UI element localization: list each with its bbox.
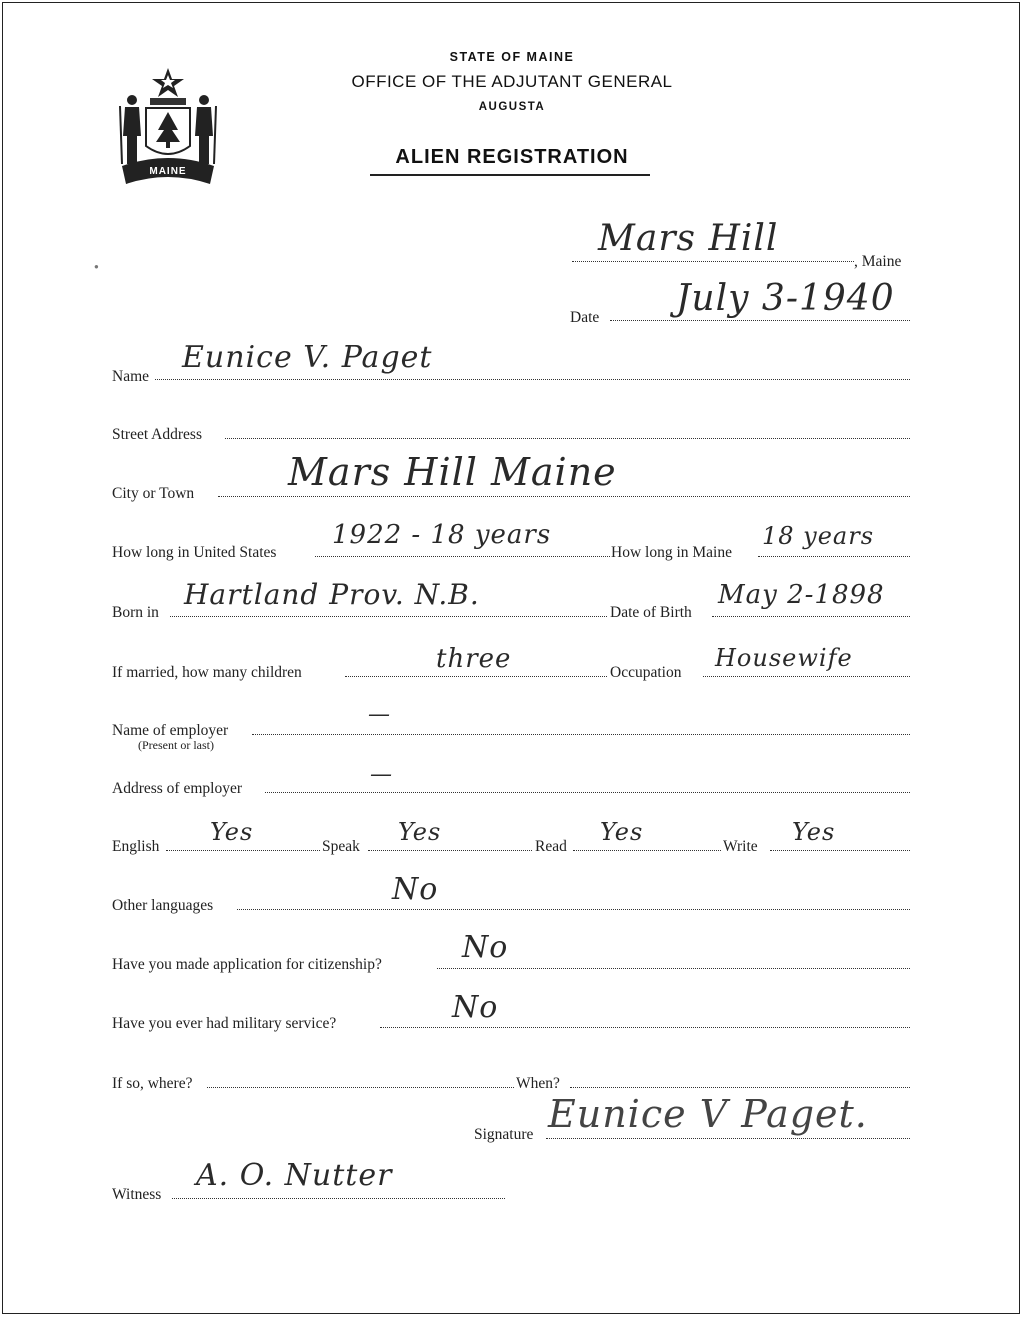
name-label: Name [112, 368, 150, 385]
signature-label: Signature [474, 1126, 534, 1143]
citizenship-label: Have you made application for citizenship? [112, 956, 382, 973]
speak-label: Speak [322, 838, 360, 855]
header-state: STATE OF MAINE [449, 50, 575, 64]
employer-address-entry: — [370, 762, 393, 787]
date-dots [610, 320, 910, 321]
form-title: ALIEN REGISTRATION [395, 146, 629, 168]
header-office: OFFICE OF THE ADJUTANT GENERAL [351, 72, 673, 91]
read-dots [573, 850, 721, 851]
dob-entry: May 2-1898 [718, 580, 885, 610]
how-long-us-dots [315, 556, 610, 557]
english-dots [166, 850, 320, 851]
how-long-us-entry: 1922 - 18 years [332, 520, 552, 550]
city-entry: Mars Hill Maine [288, 450, 617, 494]
how-long-maine-label: How long in Maine [611, 544, 732, 561]
employer-dots [252, 734, 910, 735]
write-label: Write [723, 838, 758, 855]
citizenship-entry: No [462, 930, 509, 965]
citizenship-dots [437, 968, 910, 969]
other-languages-entry: No [392, 872, 439, 907]
signature-dots [546, 1138, 910, 1139]
born-in-label: Born in [112, 604, 159, 621]
witness-entry: A. O. Nutter [196, 1158, 393, 1193]
dob-dots [712, 616, 910, 617]
write-entry: Yes [792, 818, 836, 846]
city-label: City or Town [112, 485, 195, 502]
military-dots [380, 1027, 910, 1028]
how-long-maine-dots [758, 556, 910, 557]
town-entry: Mars Hill [598, 218, 779, 259]
english-label: English [112, 838, 160, 855]
employer-label: Name of employer [112, 722, 229, 739]
english-entry: Yes [210, 818, 254, 846]
occupation-label: Occupation [610, 664, 682, 681]
witness-dots [172, 1198, 505, 1199]
street-label: Street Address [112, 426, 202, 443]
employer-address-dots [265, 792, 910, 793]
maine-label: , Maine [854, 253, 902, 270]
town-dots [572, 261, 854, 262]
read-label: Read [535, 838, 567, 855]
other-languages-label: Other languages [112, 897, 214, 914]
form-title-underline [370, 174, 650, 176]
children-entry: three [436, 644, 512, 674]
speak-entry: Yes [398, 818, 442, 846]
where-label: If so, where? [112, 1075, 193, 1092]
where-dots [207, 1087, 514, 1088]
when-label: When? [516, 1075, 560, 1092]
how-long-us-label: How long in United States [112, 544, 277, 561]
military-entry: No [452, 990, 499, 1025]
military-label: Have you ever had military service? [112, 1015, 337, 1032]
children-dots [345, 676, 607, 677]
header-city: AUGUSTA [478, 101, 546, 113]
date-entry: July 3-1940 [676, 278, 895, 319]
occupation-entry: Housewife [715, 644, 853, 672]
how-long-maine-entry: 18 years [762, 522, 875, 550]
name-dots [155, 379, 910, 380]
name-entry: Eunice V. Paget [182, 340, 433, 375]
occupation-dots [703, 676, 910, 677]
children-label: If married, how many children [112, 664, 302, 681]
born-in-entry: Hartland Prov. N.B. [184, 578, 480, 611]
employer-sublabel: (Present or last) [138, 738, 214, 752]
speak-dots [368, 850, 532, 851]
write-dots [770, 850, 910, 851]
signature-entry: Eunice V Paget. [548, 1092, 868, 1136]
when-dots [570, 1087, 910, 1088]
born-in-dots [170, 616, 607, 617]
dob-label: Date of Birth [610, 604, 692, 621]
employer-address-label: Address of employer [112, 780, 242, 797]
city-dots [218, 496, 910, 497]
read-entry: Yes [600, 818, 644, 846]
employer-entry: — [368, 702, 391, 727]
scan-speck: ● [94, 262, 99, 271]
date-label: Date [570, 309, 600, 326]
other-languages-dots [237, 909, 910, 910]
street-dots [225, 438, 910, 439]
witness-label: Witness [112, 1186, 162, 1203]
seal-banner-text: MAINE [149, 166, 187, 177]
